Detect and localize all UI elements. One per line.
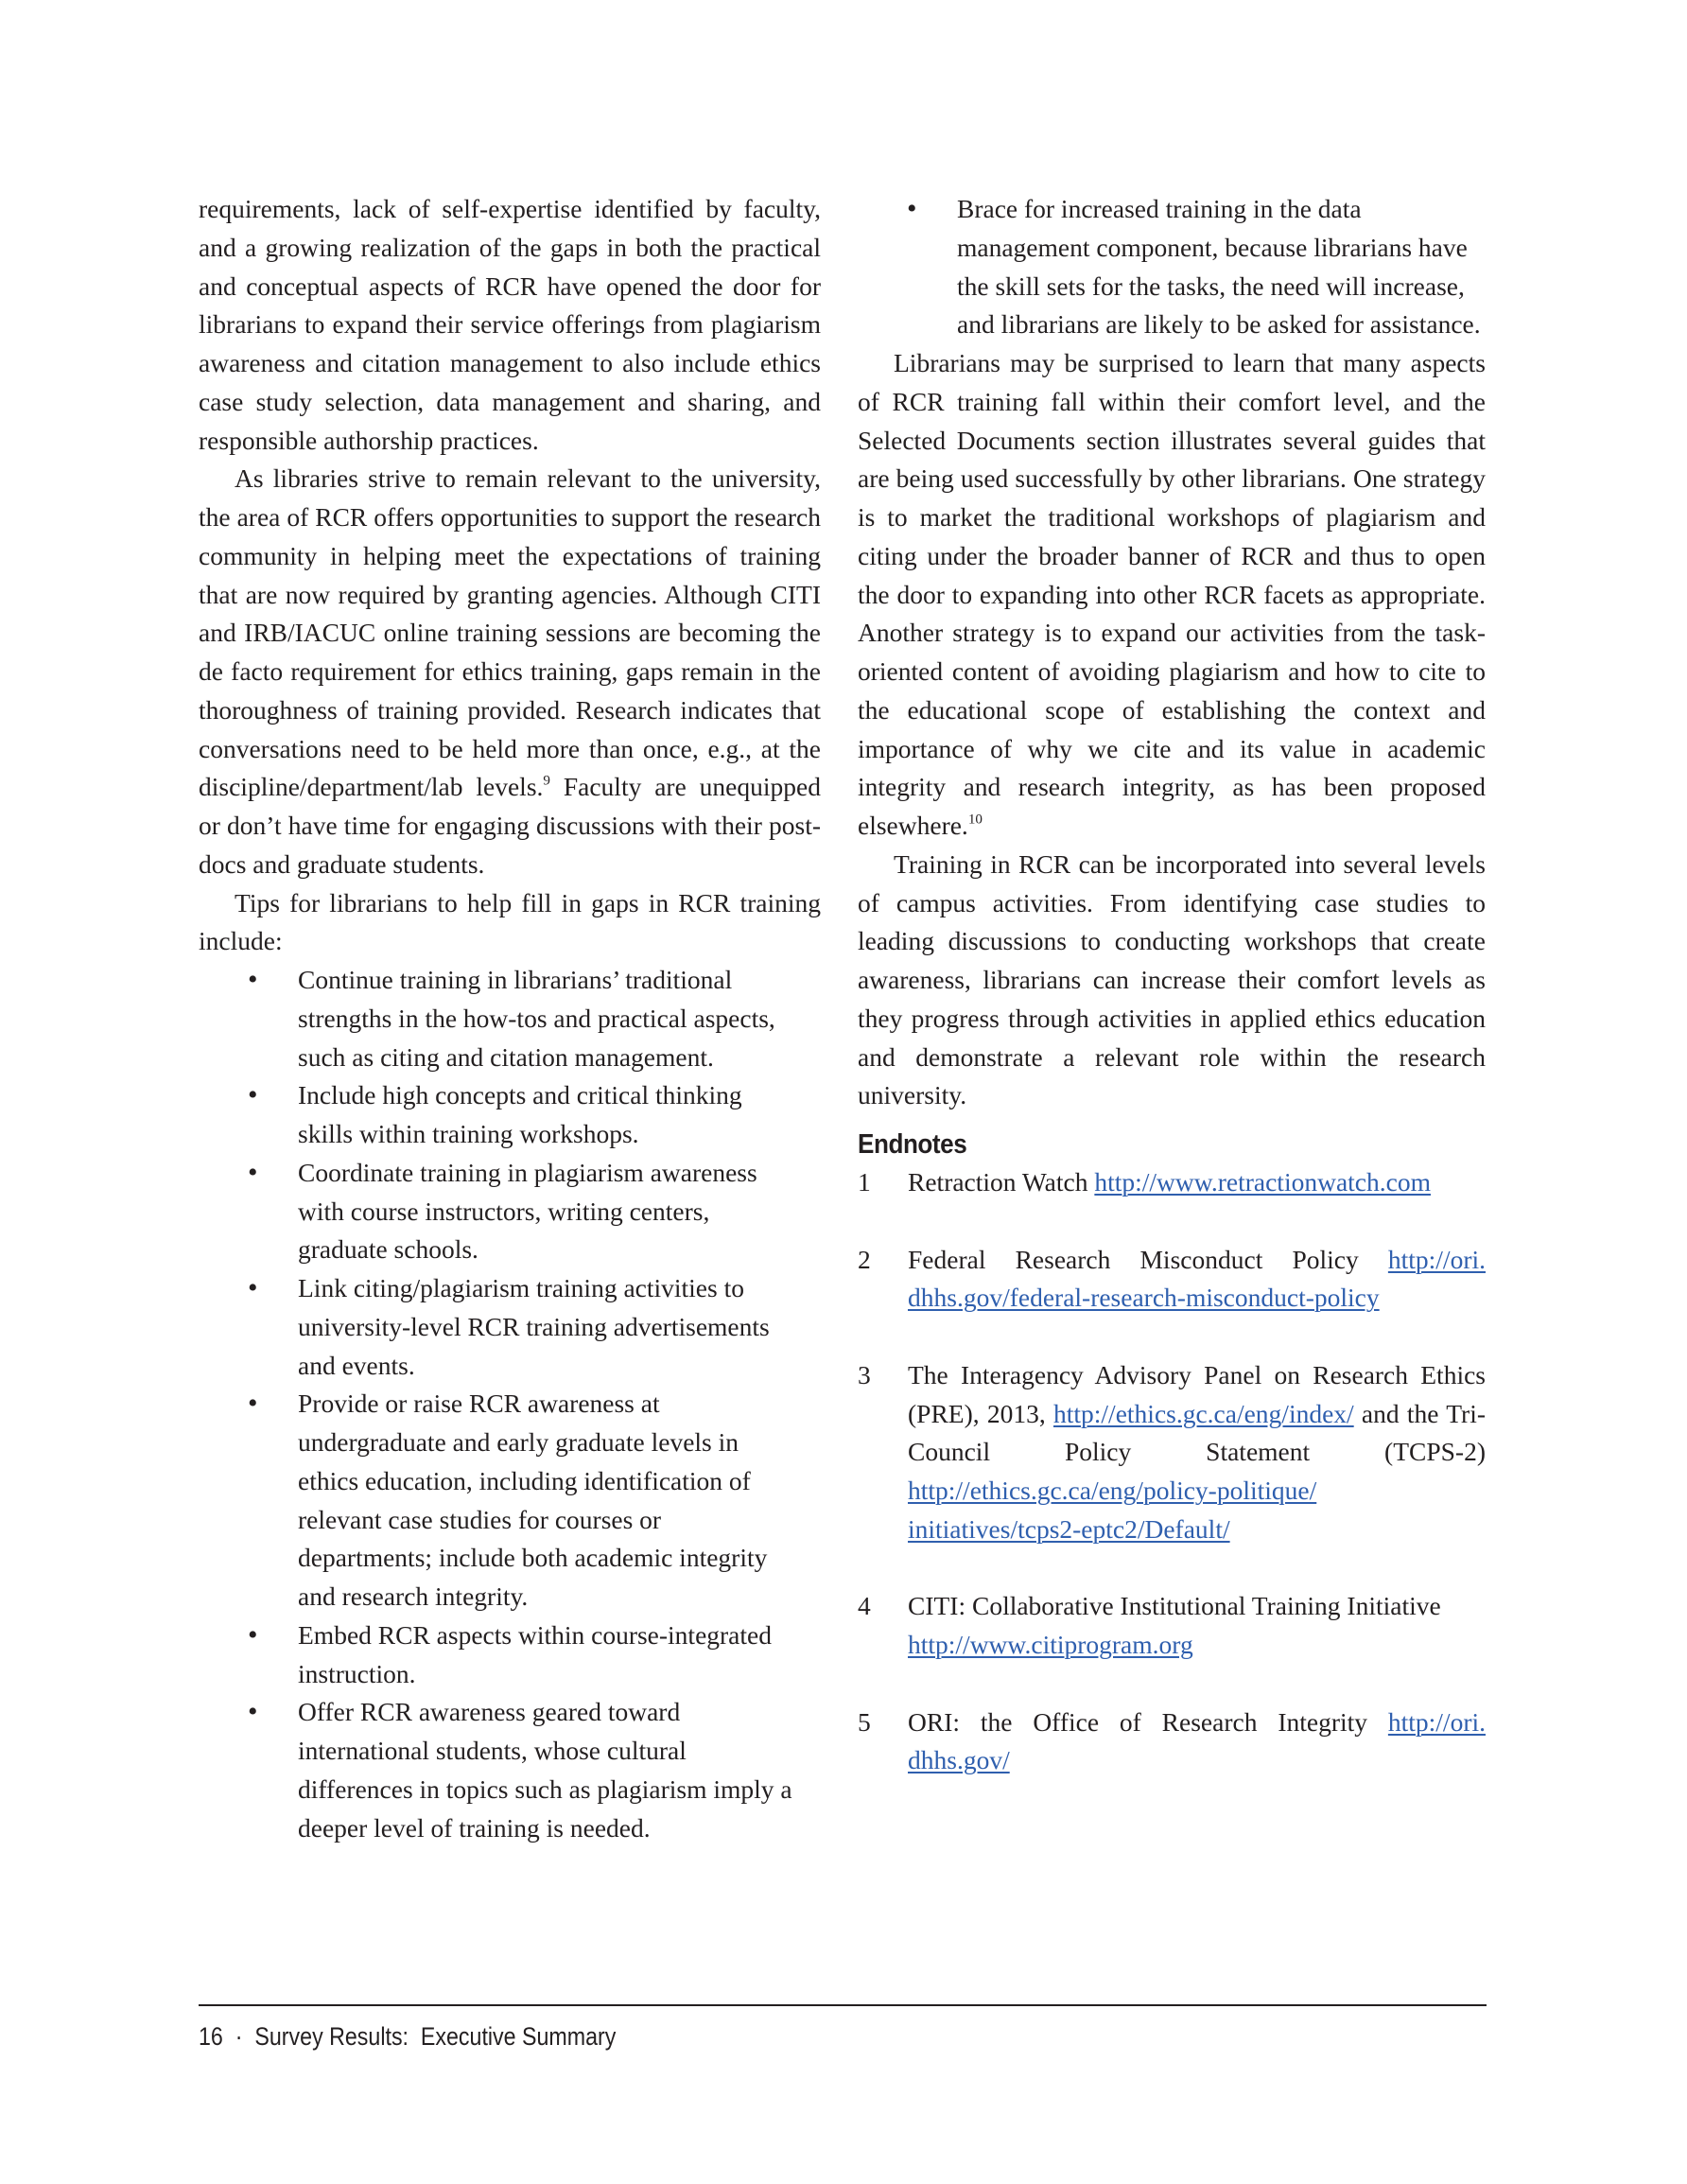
list-item-text: Link citing/plagiarism training activities to university-level RCR training advertisements and events. [298, 1273, 770, 1380]
bullet-icon: • [248, 1696, 258, 1728]
footnote-ref-9[interactable]: 9 [543, 773, 550, 789]
paragraph-text: As libraries strive to remain relevant to the university, the area of RCR offers opportunities to support the research community in helping meet the expectations of training that are now required by granting agencies. Although CITI and IRB/IACUC online training sessions are becoming the de facto requirement for ethics training, gaps remain in the thoroughness of training provided. Research indicates that conversations need to be held more than once, e.g., at the discipline/department/lab levels. [199, 463, 821, 802]
bullet-icon: • [248, 1388, 258, 1420]
list-item [199, 961, 821, 1076]
list-item-text: Brace for increased training in the data management component, because librarians have the skill sets for the tasks, the need will increase, and librarians are likely to be asked for assistance. [957, 194, 1481, 340]
endnote-link[interactable]: http://ori.​dhhs.gov/federal-research-misconduct-policy [908, 1244, 1486, 1313]
endnote-link[interactable]: http://ethics.gc.ca/eng/policy-politique/​initiatives/tcps2-eptc2/Default/ [908, 1476, 1317, 1544]
paragraph-comfort-level [858, 344, 1486, 846]
page-footer [199, 2022, 616, 2052]
endnote-number: 5 [858, 1706, 871, 1737]
list-item-text: Include high concepts and critical thinking skills within training workshops. [298, 1080, 742, 1148]
bullet-icon: • [248, 964, 258, 995]
endnote-number: 2 [858, 1244, 871, 1274]
bullet-icon: • [248, 1272, 258, 1303]
page-number: 16 [199, 2022, 223, 2051]
paragraph-tips-intro: Tips for librarians to help fill in gaps in RCR training include: [199, 887, 821, 956]
endnote-link[interactable]: http://www.retractionwatch.​com [1094, 1167, 1431, 1197]
bullet-icon: • [248, 1618, 258, 1651]
list-item [199, 1693, 821, 1847]
tips-list-continued [858, 190, 1486, 344]
footnote-ref-10[interactable]: 10 [967, 812, 983, 828]
endnote-text: Retraction Watch [908, 1167, 1095, 1197]
list-item-text: Embed RCR aspects within course-integrated instruction. [298, 1619, 772, 1688]
endnote-item [858, 1163, 1486, 1202]
endnote-number: 3 [858, 1359, 871, 1389]
list-item [199, 1269, 821, 1385]
endnote-link[interactable]: http://ori.​dhhs.gov/ [908, 1706, 1486, 1775]
bullet-icon: • [248, 1079, 258, 1111]
list-item-text: Coordinate training in plagiarism awareness with course instructors, writing centers, graduate schools. [298, 1157, 757, 1265]
endnote-link[interactable]: http://www.citiprogram.org [908, 1630, 1193, 1659]
left-column [199, 190, 821, 1847]
endnote-item [858, 1704, 1486, 1781]
endnote-number: 1 [858, 1167, 871, 1197]
paragraph-relevance [199, 460, 821, 883]
endnotes-list [858, 1163, 1486, 1780]
list-item [199, 1076, 821, 1154]
right-column [858, 190, 1486, 1780]
paragraph-text: Faculty are unequipped or don’t have time for engaging discussions with their post-docs and graduate students. [199, 772, 821, 879]
list-item [199, 1154, 821, 1269]
endnote-item [858, 1587, 1486, 1665]
endnote-item [858, 1356, 1486, 1549]
endnote-text: ORI: the Office of Research Integrity [908, 1706, 1388, 1737]
paragraph-intro-continued: requirements, lack of self-expertise identified by faculty, and a growing realization of the gaps in both the practical and conceptual aspects of RCR have opened the door for librarians to expand their service offerings from plagiarism awareness and citation management to also include ethics case study selection, data management and sharing, and responsible authorship practices. [199, 194, 821, 455]
endnote-text: and the Tri-Council Policy Statement (TCPS-2) [908, 1398, 1487, 1467]
list-item [199, 1385, 821, 1616]
endnote-text: The Interagency Advisory Panel on Research Ethics (PRE), 2013, [908, 1359, 1486, 1428]
footer-section-title: Survey Results: Executive Summary [254, 2022, 617, 2051]
endnote-item [858, 1241, 1486, 1319]
footer-divider [199, 2004, 1487, 2006]
paragraph-training-levels: Training in RCR can be incorporated into several levels of campus activities. From identifying case studies to leading discussions to conducting workshops that create awareness, librarians can increase their comfort levels as they progress through activities in applied ethics education and demonstrate a relevant role within the research university. [858, 848, 1486, 1110]
bullet-icon: • [907, 193, 917, 224]
endnote-link[interactable]: http://ethics.gc.ca/eng/index/ [1053, 1398, 1354, 1428]
endnotes-heading: Endnotes [858, 1129, 967, 1160]
endnote-text: CITI: Collaborative Institutional Training Initiative [908, 1591, 1441, 1621]
list-item [858, 190, 1486, 344]
endnote-text: Federal Research Misconduct Policy [908, 1244, 1388, 1274]
paragraph-text: Librarians may be surprised to learn that many aspects of RCR training fall within their comfort level, and the Selected Documents section illustrates several guides that are being used successfully by other librarians. One strategy is to market the traditional workshops of plagiarism and citing under the broader banner of RCR and thus to open the door to expanding into other RCR facets as appropriate. Another strategy is to expand our activities from the task-oriented content of avoiding plagiarism and how to cite to the educational scope of establishing the context and importance of why we cite and its value in academic integrity and research integrity, as has been proposed elsewhere. [858, 348, 1486, 840]
list-item-text: Offer RCR awareness geared toward international students, whose cultural differences in topics such as plagiarism imply a deeper level of training is needed. [298, 1697, 792, 1843]
list-item-text: Provide or raise RCR awareness at undergraduate and early graduate levels in ethics education, including identification of relevant case studies for courses or departments; include both academic integrity and research integrity. [298, 1389, 768, 1611]
bullet-icon: • [248, 1156, 258, 1188]
endnote-number: 4 [858, 1591, 871, 1621]
list-item [199, 1616, 821, 1694]
footer-separator: · [235, 2022, 243, 2051]
tips-list [199, 961, 821, 1847]
list-item-text: Continue training in librarians’ traditional strengths in the how-tos and practical aspects, such as citing and citation management. [298, 965, 775, 1072]
